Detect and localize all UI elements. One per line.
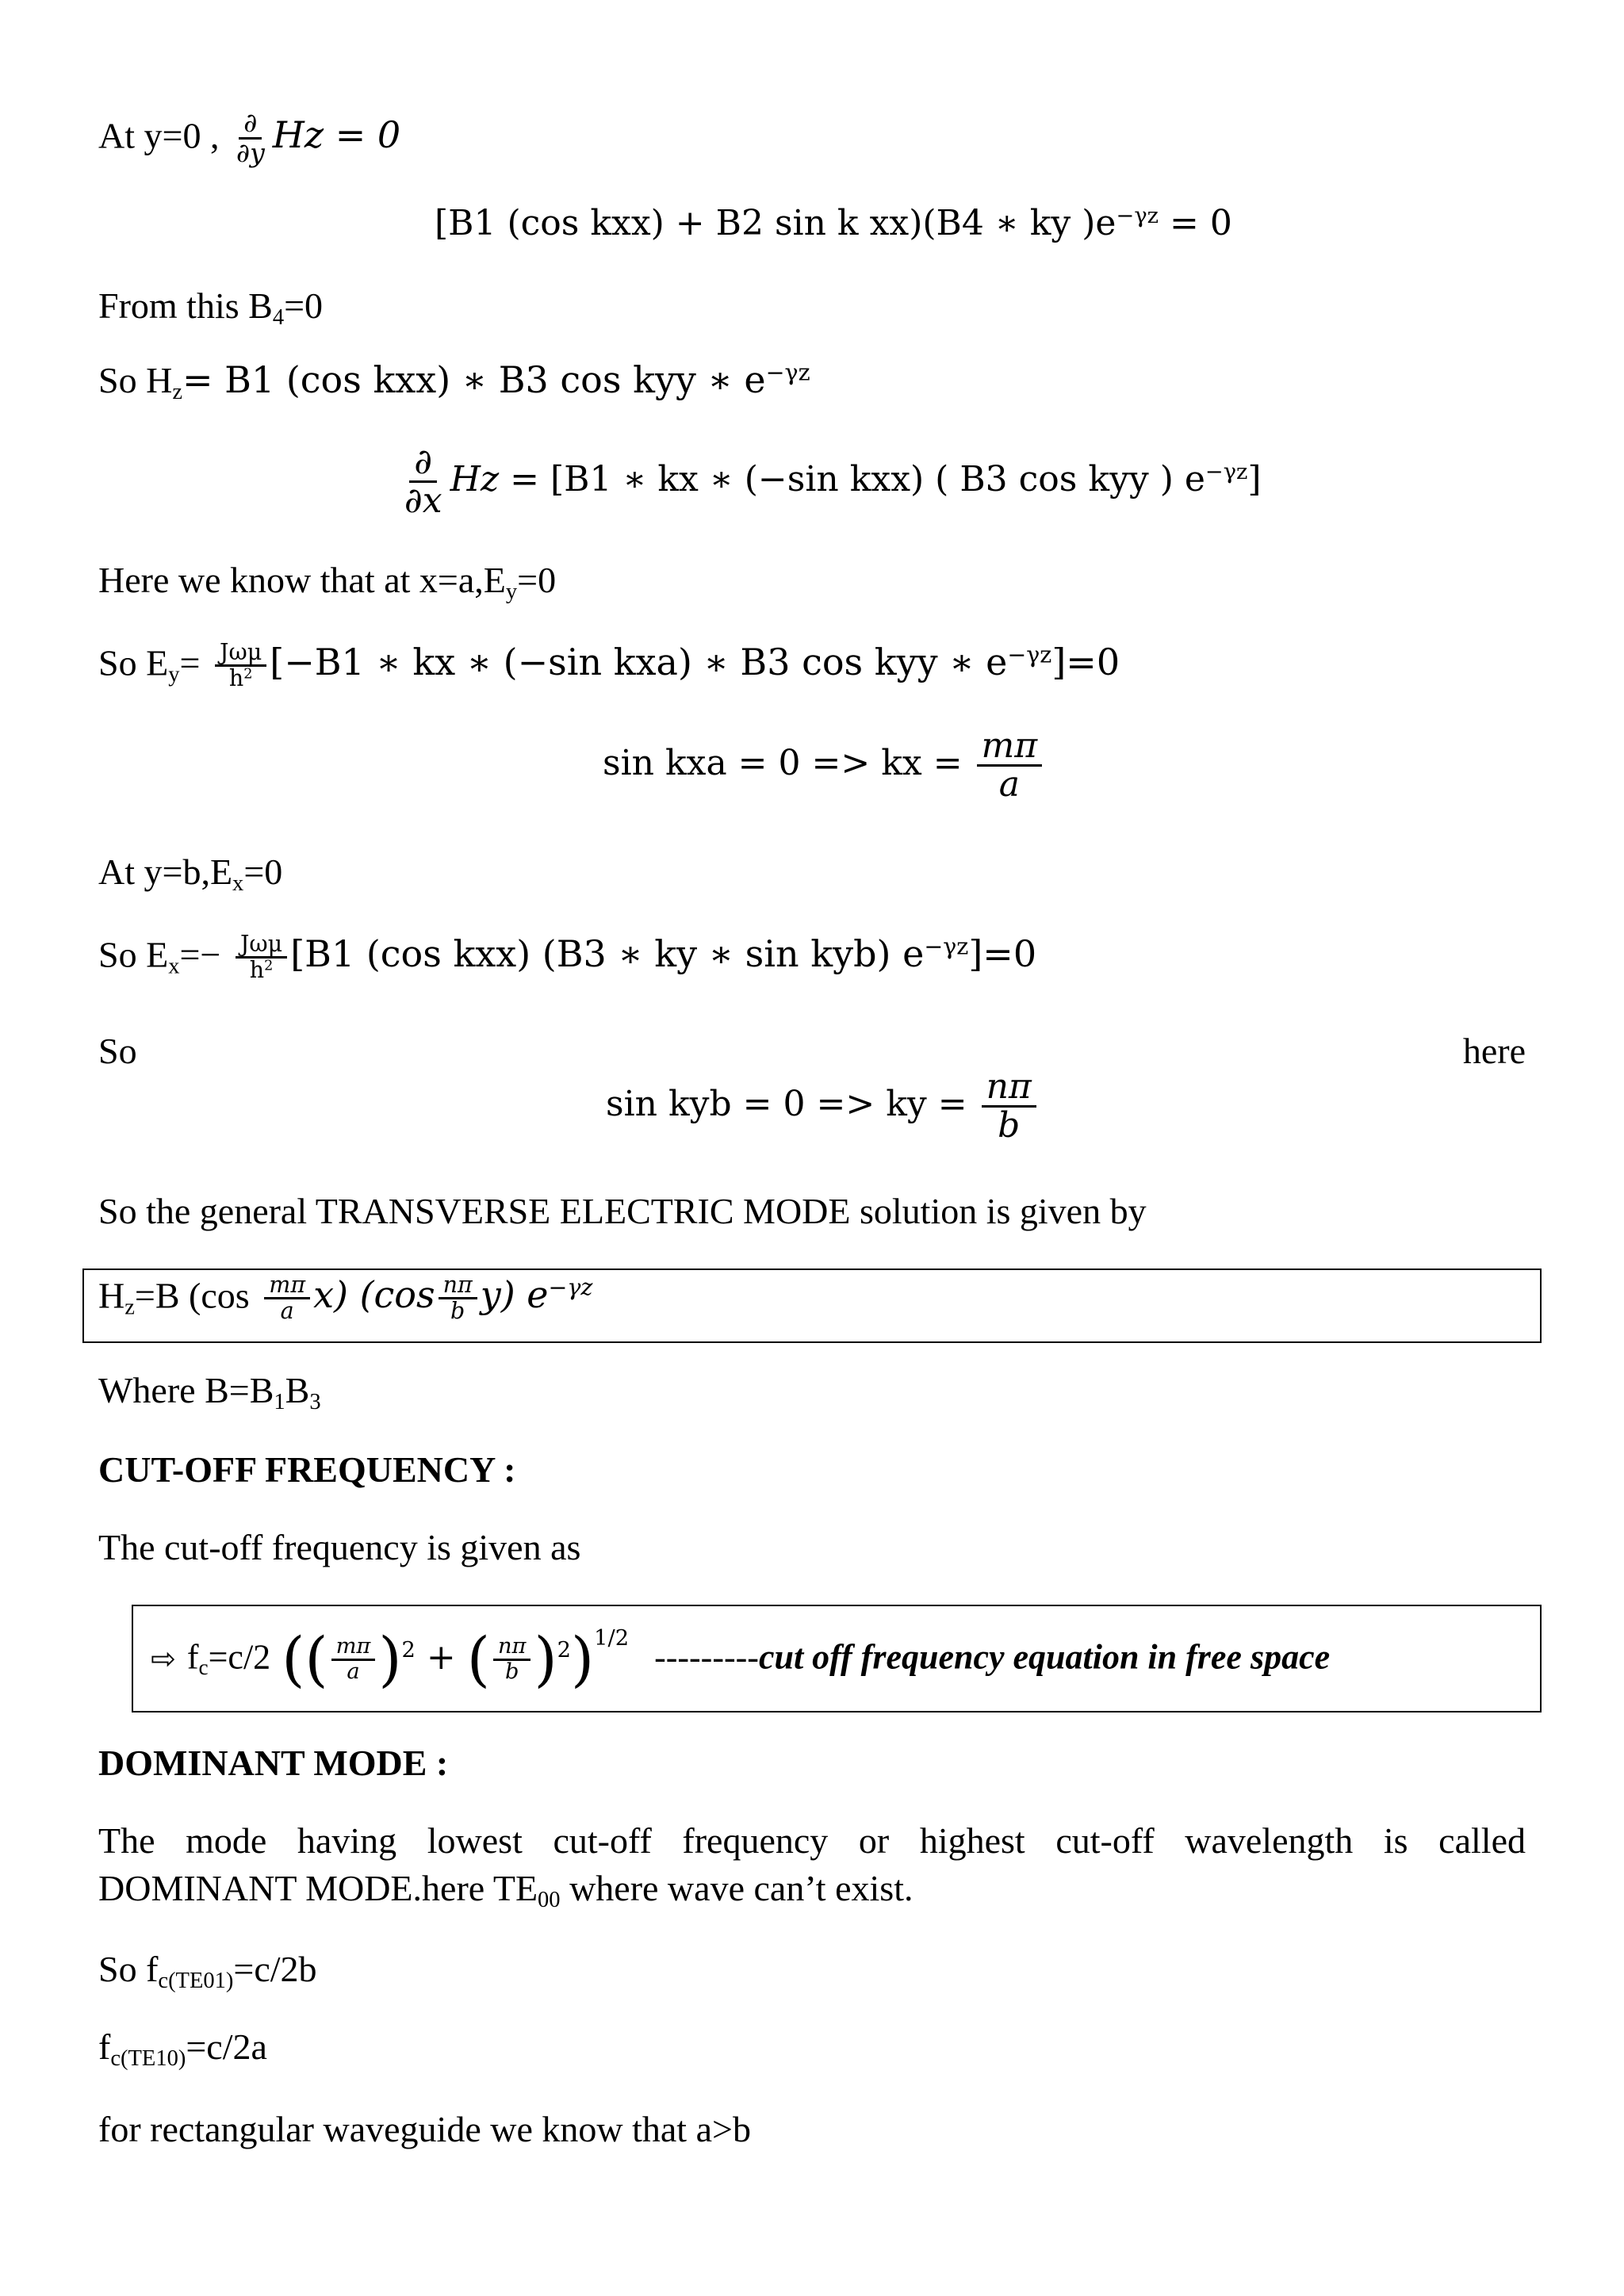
text-so: So <box>98 1031 137 1071</box>
cutoff-formula: ⇨ $f_c=c/2$ (( $\frac{m\pi}{a}$ )$^2$ + ( $\frac{n\pi}{b}$ )$^2$)$^{1/2}$ ---------cut off frequency equation in free space <box>151 1624 1331 1693</box>
text-at-yb: At $y=b,E_x=0$ <box>98 851 283 896</box>
te-solution-equation: $H_z=B$ (cos $\frac{m\pi}{a}$ x) (cos $\frac{n\pi}{b}$ y) $e^{-\gamma z}$ <box>98 1272 593 1324</box>
equation-so-ex: So $E_x=-$ $\frac{\text{Jωμ}}{h^2}$ [B1 (cos kxx) (B3 ∗ ky ∗ sin kyb) $e^{-\gamma z}]=0$ <box>98 931 1037 983</box>
equation-so-ey: So $E_y=$ $\frac{\text{Jωμ}}{h^2}$ [−B1 ∗ kx ∗ (−sin kxa) ∗ B3 cos kyy ∗ $e^{-\gamma z}]=0$ <box>98 639 1120 691</box>
boundary-condition-y0: At y=0 , $\frac{\partial}{\partial y}$ Hz = 0 <box>98 107 401 168</box>
text-general-solution: So the general TRANSVERSE ELECTRIC MODE solution is given by <box>98 1191 1147 1231</box>
dominant-mode-paragraph-line1: The mode having lowest cut-off frequency or highest cut-off wavelength is called <box>98 1820 1526 1861</box>
equation-dhz-dx: $\frac{\partial}{\partial x}$ Hz = [B1 ∗ kx ∗ (−sin kxx) ( B3 cos kyy ) $e^{-\gamma z}$] <box>404 442 1262 522</box>
heading-dominant-mode: DOMINANT MODE : <box>98 1743 449 1783</box>
equation-b4: [B1 (cos kxx) + B2 sin k xx)(B4 ∗ ky )$e^{-\gamma z} = 0$ <box>435 203 1232 243</box>
text-fc-te01: So $f_{c(TE01)}=c/2b$ <box>98 1949 317 1993</box>
heading-cutoff-frequency: CUT-OFF FREQUENCY : <box>98 1449 516 1490</box>
dominant-mode-paragraph-line2: DOMINANT MODE.here $TE_{00}$ where wave can’t exist. <box>98 1868 914 1912</box>
equation-ky: sin kyb = 0 => ky = $\frac{n\pi}{b}$ <box>606 1069 1040 1144</box>
text-here: here <box>1462 1031 1526 1071</box>
text-cutoff-given: The cut-off frequency is given as <box>98 1527 581 1567</box>
text-fc-te10: $f_{c(TE10)}=c/2a$ <box>98 2026 267 2071</box>
text-rectangular-waveguide: for rectangular waveguide we know that a>b <box>98 2109 751 2149</box>
text-so-hz: So $H_z= B1$ (cos kxx) ∗ B3 cos kyy ∗ $e^{-\gamma z}$ <box>98 358 810 404</box>
text-where-b: Where $B=B_1B_3$ <box>98 1370 321 1414</box>
partial-derivative-y: $\frac{\partial}{\partial y}$ <box>236 107 265 168</box>
text-from-this: From this $B_4=0$ <box>98 285 324 330</box>
arrow-icon: ⇨ <box>151 1640 176 1676</box>
text-here-we-know: Here we know that at $x=a,E_y=0$ <box>98 560 557 604</box>
equation-kx: sin kxa = 0 => kx = $\frac{m\pi}{a}$ <box>603 728 1045 803</box>
